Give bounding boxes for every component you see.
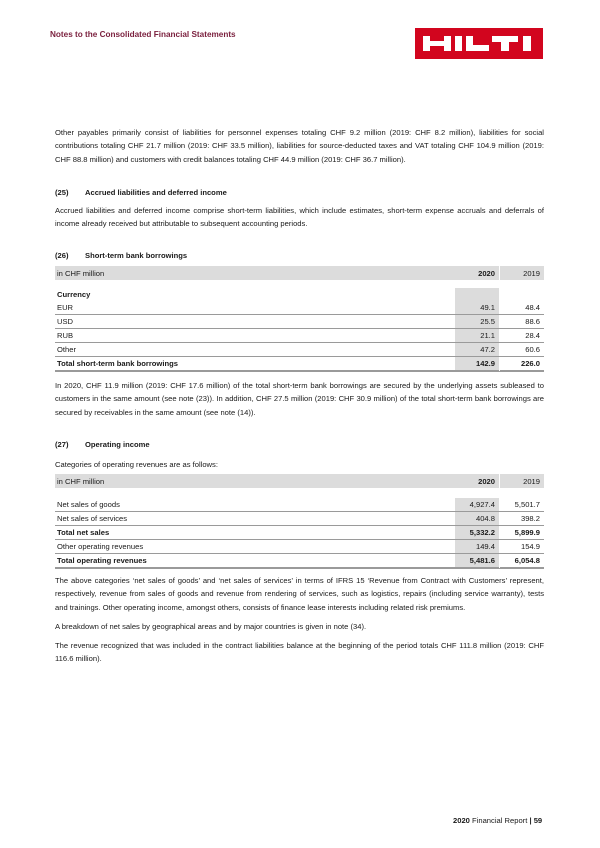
cell-2020: 142.9 xyxy=(455,357,499,372)
cell-2020 xyxy=(455,288,499,301)
paragraph-text: Categories of operating revenues are as follows: xyxy=(55,460,218,469)
section-27-heading xyxy=(55,440,150,449)
cell-2019: 88.6 xyxy=(500,315,544,329)
subtotal-row xyxy=(55,526,544,540)
cell-2020: 4,927.4 xyxy=(455,498,499,512)
col-2019: 2019 xyxy=(500,474,544,488)
group-label-row xyxy=(55,288,544,301)
section-title: Operating income xyxy=(85,440,150,449)
cell-2019: 28.4 xyxy=(500,329,544,343)
section-title: Accrued liabilities and deferred income xyxy=(85,188,227,197)
operating-revenues-table xyxy=(55,474,544,569)
unit-label: in CHF million xyxy=(55,474,455,488)
table-header-row xyxy=(55,266,544,280)
cell-2020: 25.5 xyxy=(455,315,499,329)
other-payables-paragraph xyxy=(55,126,544,166)
table-header-row xyxy=(55,474,544,488)
page-number: 59 xyxy=(533,816,543,825)
section-number: (26) xyxy=(55,251,69,260)
section-27-paragraphs xyxy=(55,574,544,666)
table-row xyxy=(55,301,544,315)
table-row xyxy=(55,329,544,343)
spacer-row xyxy=(55,280,544,288)
section-title: Short-term bank borrowings xyxy=(85,251,188,260)
header-title: Notes to the Consolidated Financial Statements xyxy=(50,30,236,39)
col-2019: 2019 xyxy=(500,266,544,280)
footer-separator: | xyxy=(529,816,532,825)
cell-2019: 48.4 xyxy=(500,301,544,315)
cell-2020: 404.8 xyxy=(455,512,499,526)
total-row xyxy=(55,357,544,372)
col-2020: 2020 xyxy=(455,266,499,280)
row-label: Other xyxy=(55,343,455,357)
section-27-intro xyxy=(55,458,544,471)
table-row xyxy=(55,512,544,526)
hilti-logo xyxy=(415,28,543,59)
cell-2019: 5,501.7 xyxy=(500,498,544,512)
paragraph-text: The above categories ‘net sales of goods’ and ‘net sales of services’ in terms of IFRS 15 ‘Revenue from Contract with Customers’ represent, respectively, revenue from sales of goods and revenue from rendering of services, such as logistics, repairs (including service warranty), tests and trainings. Other operating income, amongst others, consists of finance lease interests including related risk premiums. xyxy=(55,576,544,612)
cell-2019: 154.9 xyxy=(500,540,544,554)
cell-2020: 149.4 xyxy=(455,540,499,554)
section-26-text xyxy=(55,379,544,419)
paragraph-text: In 2020, CHF 11.9 million (2019: CHF 17.6 million) of the total short-term bank borrowings are secured by the underlying assets subleased to customers in the same amount (see note (23)). In addition, CHF 27.5 million (2019: CHF 30.9 million) of the total short-term bank borrowings are secured by receivables in the same amount (see note (14)). xyxy=(55,381,544,417)
row-label: Other operating revenues xyxy=(55,540,455,554)
cell-2020: 47.2 xyxy=(455,343,499,357)
cell-2020: 5,481.6 xyxy=(455,554,499,569)
unit-label: in CHF million xyxy=(55,266,455,280)
section-number: (27) xyxy=(55,440,69,449)
paragraph-text: Other payables primarily consist of liabilities for personnel expenses totaling CHF 9.2 million (2019: CHF 8.2 million), liabilities for social contributions totaling CHF 21.7 million (2019: CHF 33.5 million), liabilities for source-deducted taxes and VAT totaling CHF 104.9 million (2019: CHF 88.8 million) and customers with credit balances totaling CHF 44.9 million (2019: CHF 36.7 million). xyxy=(55,128,544,164)
row-label: USD xyxy=(55,315,455,329)
table-row xyxy=(55,343,544,357)
cell-2019 xyxy=(500,288,544,301)
row-label: Total short-term bank borrowings xyxy=(55,357,455,372)
spacer-row xyxy=(55,488,544,498)
cell-2020: 5,332.2 xyxy=(455,526,499,540)
row-label: RUB xyxy=(55,329,455,343)
section-25-text xyxy=(55,204,544,231)
table-row xyxy=(55,540,544,554)
cell-2020: 49.1 xyxy=(455,301,499,315)
row-label: Total net sales xyxy=(55,526,455,540)
cell-2019: 5,899.9 xyxy=(500,526,544,540)
row-label: Net sales of services xyxy=(55,512,455,526)
row-label: Net sales of goods xyxy=(55,498,455,512)
cell-2019: 398.2 xyxy=(500,512,544,526)
group-label: Currency xyxy=(57,290,91,299)
paragraph-text: A breakdown of net sales by geographical areas and by major countries is given in note (34). xyxy=(55,621,367,631)
paragraph-text: Accrued liabilities and deferred income comprise short-term liabilities, which include estimates, short-term expense accruals and deferrals of income already received but attributable to subsequent accounting periods. xyxy=(55,206,544,229)
section-25-heading xyxy=(55,188,227,197)
paragraph-text: The revenue recognized that was included in the contract liabilities balance at the beginning of the period totals CHF 111.8 million (2019: CHF 116.6 million). xyxy=(55,641,544,664)
total-row xyxy=(55,554,544,569)
cell-2019: 226.0 xyxy=(500,357,544,372)
cell-2019: 60.6 xyxy=(500,343,544,357)
table-row xyxy=(55,498,544,512)
page-footer xyxy=(453,816,542,825)
footer-report-name: Financial Report xyxy=(472,816,528,825)
section-26-heading xyxy=(55,251,187,260)
cell-2019: 6,054.8 xyxy=(500,554,544,569)
bank-borrowings-table xyxy=(55,266,544,372)
cell-2020: 21.1 xyxy=(455,329,499,343)
footer-year: 2020 xyxy=(453,816,470,825)
section-number: (25) xyxy=(55,188,69,197)
row-label: Total operating revenues xyxy=(55,554,455,569)
col-2020: 2020 xyxy=(455,474,499,488)
table-row xyxy=(55,315,544,329)
row-label: EUR xyxy=(55,301,455,315)
